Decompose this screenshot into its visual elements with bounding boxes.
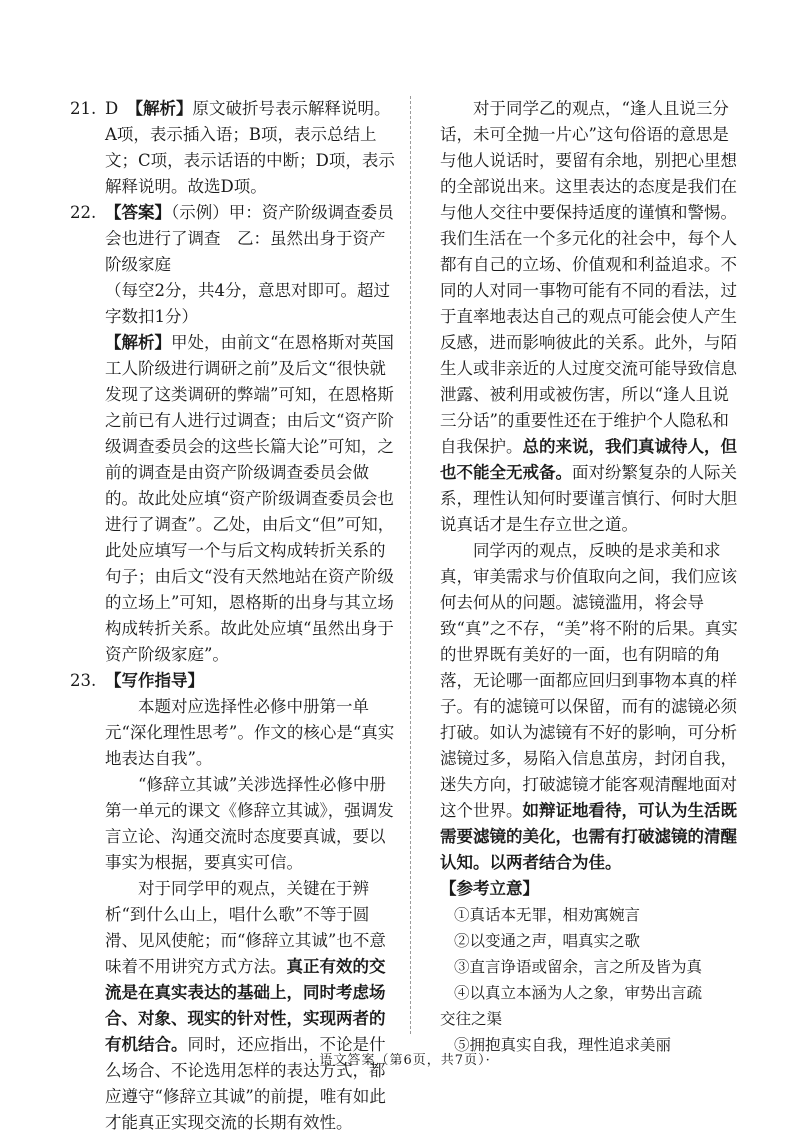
reference-idea-item: ②以变通之声，唱真实之歌 [454, 932, 641, 950]
q21-analysis-text: 原文破折号表示解释说明。A项，表示插入语；B项，表示总结上文；C项，表示话语的中断；D项，表示解释说明。故选D项。 [105, 99, 395, 196]
text-run: 对于同学甲的观点，关键在于辨析“到什么山上，唱什么歌”不等于圆滑、见风使舵；而“修辞立其诚”也不意味着不用讲究方式方法。 [105, 879, 386, 976]
left-column [70, 96, 400, 1136]
bold-key-point: 如辩证地看待，可认为生活既需要滤镜的美化，也需有打破滤镜的清醒认知。以两者结合为佳。 [440, 801, 737, 872]
text-run: 面对纷繁复杂的人际关系，理性认知何时要谨言慎行、何时大胆说真话才是生存立世之道。 [440, 463, 737, 534]
q22-analysis-tag: 【解析】 [105, 333, 171, 352]
q23-paragraph [440, 96, 740, 538]
bold-key-point: 总的来说，我们真诚待人，但也不能全无戒备。 [440, 437, 737, 482]
question-number: 23. [70, 671, 97, 690]
column-divider [410, 96, 411, 1034]
page-footer: · 语文答案（第6页，共7页）· [309, 1053, 491, 1068]
q23-paragraph [105, 876, 400, 1136]
q22-scoring: （每空2分，共4分，意思对即可。超过字数扣1分） [105, 281, 390, 326]
text-run: 同学丙的观点，反映的是求美和求真，审美需求与价值取向之间，我们应该何去何从的问题。滤镜滥用，将会导致“真”之不存，“美”将不附的后果。真实的世界既有美好的一面，也有阴暗的角落，无论哪一面都应回归到事物本真的样子。有的滤镜可以保留，而有的滤镜必须打破。如认为滤镜有不好的影响，可分析滤镜过多，易陷入信息茧房，封闭自我，迷失方向，打破滤镜才能客观清醒地面对这个世界。 [440, 541, 738, 820]
text-run: 对于同学乙的观点，“逢人且说三分话，未可全抛一片心”这句俗语的意思是与他人说话时，要留有余地，别把心里想的全部说出来。这里表达的态度是我们在与他人交往中要保持适度的谨慎和警惕。我们生活在一个多元化的社会中，每个人都有自己的立场、价值观和利益追求。不同的人对同一事物可能有不同的看法，过于直率地表达自己的观点可能会使人产生反感，进而影响彼此的关系。此外，与陌生人或非亲近的人过度交流可能导致信息泄露、被利用或被伤害，所以“逢人且说三分话”的重要性还在于维护个人隐私和自我保护。 [440, 99, 737, 456]
reference-ideas-tag: 【参考立意】 [440, 879, 539, 898]
right-column [440, 96, 740, 1058]
q23-paragraph [440, 538, 740, 876]
q22-answer-tag: 【答案】 [105, 203, 171, 222]
q23-paragraph: “修辞立其诚”关涉选择性必修中册第一单元的课文《修辞立其诚》，强调发言立论、沟通交流时态度要真诚，要以事实为根据，要真实可信。 [105, 775, 394, 872]
q22-answer [105, 200, 400, 278]
question-number: 22. [70, 203, 97, 222]
q23-writing-guide-tag: 【写作指导】 [105, 671, 204, 690]
q23-paragraph: 本题对应选择性必修中册第一单元“深化理性思考”。作文的核心是“真实地表达自我”。 [105, 697, 395, 768]
question-22 [70, 200, 400, 668]
q21-analysis-tag: 【解析】 [134, 99, 193, 118]
question-number: 21. [70, 99, 97, 118]
q22-analysis-text: 甲处，由前文“在恩格斯对英国工人阶级进行调研之前”及后文“很快就发现了这类调研的弊端”可知，在恩格斯之前已有人进行过调查；由后文“资产阶级调查委员会的这些长篇大论”可知，之前的调查是由资产阶级调查委员会做的。故此处应填“资产阶级调查委员会也进行了调查”。乙处，由后文“但”可知，此处应填写一个与后文构成转折关系的句子；由后文“没有天然地站在资产阶级的立场上”可知，恩格斯的出身与其立场构成转折关系。故此处应填“虽然出身于资产阶级家庭”。 [105, 333, 395, 664]
reference-idea-item: ①真话本无罪，相劝寓婉言 [454, 906, 641, 924]
reference-idea-item: ⑤拥抱真实自我，理性追求美丽 [454, 1036, 672, 1054]
text-run: 同时，还应指出，不论是什么场合、不论选用怎样的表达方式，都应遵守“修辞立其诚”的前提，唯有如此才能真正实现交流的长期有效性。 [105, 1035, 386, 1132]
reference-idea-item: ③直言诤语或留余，言之所及皆为真 [454, 958, 703, 976]
q22-answer-text: （示例）甲：资产阶级调查委员会也进行了调查 乙：虽然出身于资产阶级家庭 [105, 203, 394, 274]
q21-answer: D [105, 99, 119, 118]
reference-idea-item: ④以真立本涵为人之象，审势出言疏 [454, 984, 703, 1002]
reference-idea-continuation: 交往之渠 [440, 1010, 503, 1028]
question-21 [70, 96, 400, 200]
q21-body [105, 96, 400, 200]
q22-analysis [105, 330, 400, 668]
bold-key-point: 真正有效的交流是在真实表达的基础上，同时考虑场合、对象、现实的针对性，实现两者的有机结合。 [105, 957, 386, 1054]
